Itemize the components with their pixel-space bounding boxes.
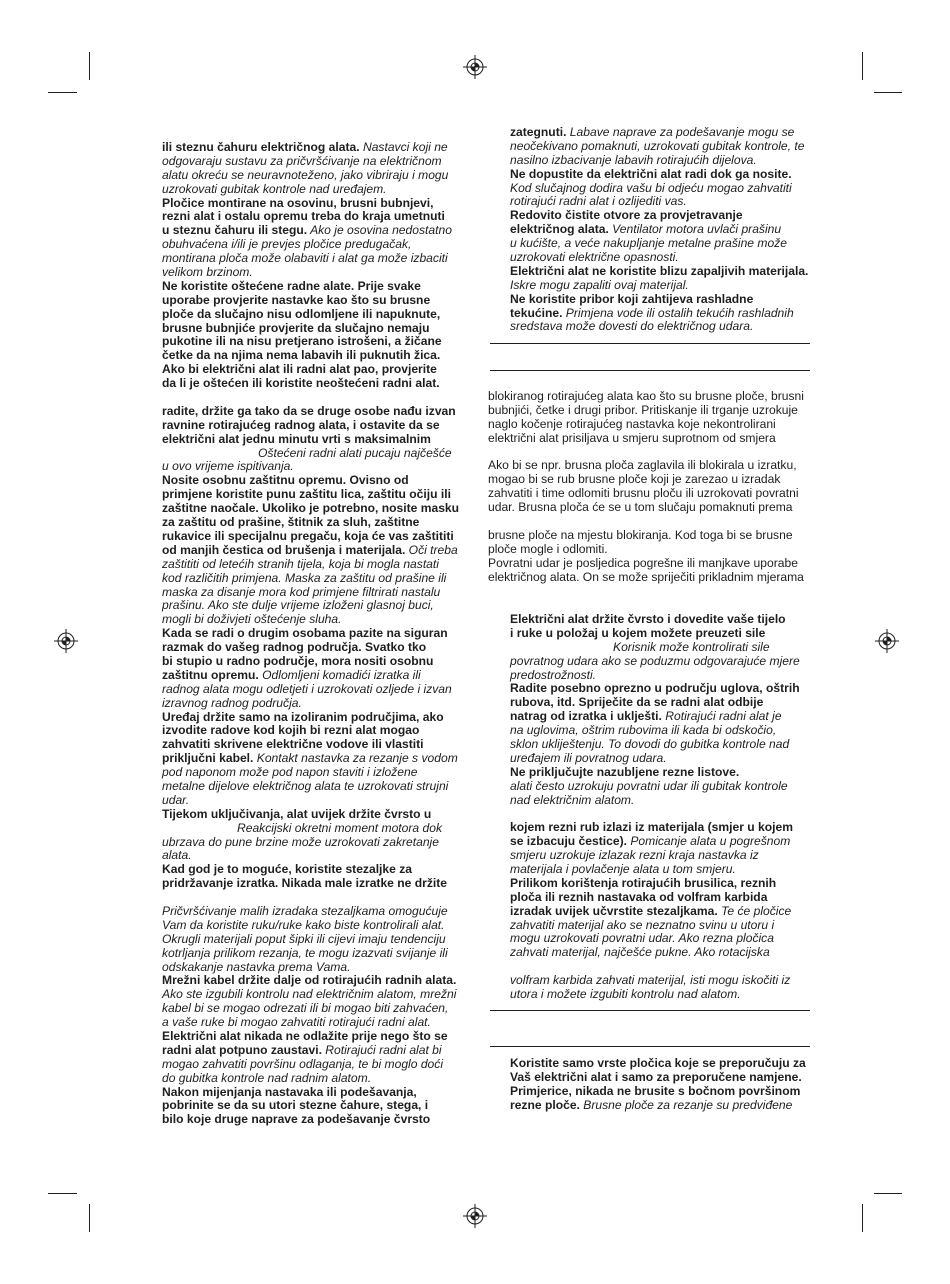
- blank-line: [162, 891, 459, 905]
- text-line: [488, 432, 804, 446]
- italic-text: rotirajući radni alat i ozlijediti vas.: [510, 194, 687, 209]
- text-line: [162, 794, 459, 808]
- section-divider: [490, 1046, 810, 1047]
- text-line: [488, 473, 804, 487]
- text-line: [162, 1044, 459, 1058]
- italic-text: nad električnim alatom.: [510, 792, 635, 807]
- text-line: [162, 572, 459, 586]
- text-line: [162, 683, 459, 697]
- registration-mark: [54, 629, 78, 653]
- italic-text: materijala i povlačenje alata u tom smjeru.: [510, 862, 736, 877]
- italic-text: odgovaraju sustavu za pričvršćivanje na električnom: [162, 153, 442, 168]
- bold-text: električnog alata.: [510, 222, 609, 237]
- text-line: [510, 724, 800, 738]
- text-line: [510, 613, 800, 627]
- italic-text: velikom brzinom.: [162, 265, 253, 280]
- body-text: zahvatiti i time odlomiti brusnu ploču ili uzrokovati povratni: [488, 486, 799, 501]
- bold-text: rubova, itd. Spriječite da se radni alat odbije: [510, 695, 764, 710]
- italic-text: povratnog udara ako se poduzmu odgovarajuće mjere: [510, 653, 800, 668]
- body-text: naglo kočenje rotirajućeg nastavka koje nekontrolirani: [488, 416, 776, 431]
- italic-text: Nastavci koji ne: [359, 140, 448, 154]
- italic-text: u ovo vrijeme ispitivanja.: [162, 459, 294, 474]
- text-line: [510, 655, 800, 669]
- italic-text: Reakcijski okretni moment motora dok: [237, 820, 442, 835]
- text-line: [162, 599, 459, 613]
- italic-text: neočekivano pomaknuti, uzrokovati gubitak kontrole, te: [510, 138, 805, 153]
- text-line: [510, 209, 808, 223]
- text-line: [510, 891, 800, 905]
- text-line: [510, 265, 808, 279]
- text-line: [162, 1016, 459, 1030]
- text-line: [488, 418, 804, 432]
- text-line: [162, 266, 459, 280]
- bold-text: Primjerice, nikada ne brusite s bočnom površinom: [510, 1083, 801, 1098]
- bold-text: zaštitne naočale. Ukoliko je potrebno, nosite masku: [162, 501, 460, 516]
- bold-text: tekućine.: [510, 305, 563, 320]
- italic-text: Vam da koristite ruku/ruke kako biste kontrolirali alat.: [162, 917, 445, 932]
- bold-text: u steznu čahuru ili stegu.: [162, 223, 308, 238]
- italic-text: obuhvaćena i/ili je prevjes pločice predugačak,: [162, 237, 412, 252]
- text-line: [510, 293, 808, 307]
- bold-text: ravnine rotirajućeg radnog alata, i ostavite da se: [162, 417, 440, 432]
- text-line: [162, 155, 459, 169]
- text-line: [162, 947, 459, 961]
- text-line: [162, 766, 459, 780]
- bold-text: Ako bi električni alat ili radni alat pao, provjerite: [162, 362, 437, 377]
- text-line: [162, 141, 459, 155]
- text-line: [162, 363, 459, 377]
- text-line: [510, 154, 808, 168]
- text-line: [162, 627, 459, 641]
- bold-text: zaštitnu opremu.: [162, 667, 259, 682]
- text-line: [510, 1071, 806, 1085]
- text-line: [162, 863, 459, 877]
- text-line: [162, 474, 459, 488]
- bold-text: Redovito čistite otvore za provjetravanje: [510, 208, 743, 223]
- bold-text: uporabe provjerite nastavke kao što su brusne: [162, 292, 431, 307]
- bold-text: kojem rezni rub izlazi iz materijala (smjer u kojem: [510, 820, 793, 835]
- italic-text: metalne dijelove električnog alata te uzrokovati strujni: [162, 778, 449, 793]
- text-line: [162, 724, 459, 738]
- right-block-4: [510, 1057, 806, 1113]
- bold-text: Pločice montirane na osovinu, brusni bubnjevi,: [162, 195, 434, 210]
- text-line: [510, 195, 808, 209]
- text-line: [510, 140, 808, 154]
- text-line: [488, 501, 804, 515]
- italic-text: montirana ploča može olabaviti i alat ga može izbaciti: [162, 251, 448, 266]
- bold-text: rezni alat i ostalu opremu treba do kraja umetnuti: [162, 209, 445, 224]
- text-line: [162, 586, 459, 600]
- text-line: [510, 682, 800, 696]
- bold-text: pobrinite se da su utori stezne čahure, stega, i: [162, 1098, 429, 1113]
- blank-line: [510, 960, 800, 974]
- text-line: [162, 808, 459, 822]
- italic-text: Primjena vode ili ostalih tekućih rashladnih: [562, 305, 794, 320]
- italic-text: Pričvršćivanje malih izradaka stezaljkama omogućuje: [162, 903, 448, 918]
- text-line: [162, 641, 459, 655]
- bold-text: Električni alat nikada ne odlažite prije nego što se: [162, 1029, 448, 1043]
- italic-text: uzrokovati električne opasnosti.: [510, 250, 679, 265]
- bold-text: natrag od izratka i uklješti.: [510, 709, 662, 724]
- text-line: [510, 849, 800, 863]
- text-line: [162, 433, 459, 447]
- italic-text: Oštećeni radni alati pucaju najčešće: [258, 445, 452, 460]
- italic-text: Kod slučajnog dodira vašu bi odjeću mogao zahvatiti: [510, 180, 792, 195]
- registration-mark: [463, 55, 487, 79]
- bold-text: primjene koristite punu zaštitu lica, zaštitu očiju ili: [162, 487, 451, 502]
- italic-text: Brusne ploče za rezanje su predviđene: [579, 1097, 793, 1112]
- italic-text: maska za disanje mora kod primjene filtrirati nastalu: [162, 584, 441, 599]
- text-line: [488, 543, 804, 557]
- italic-text: kotrljanja prilikom rezanja, te mogu izazvati svijanje ili: [162, 945, 448, 960]
- text-line: [488, 557, 804, 571]
- bold-text: Ne koristite oštećene radne alate. Prije svake: [162, 278, 421, 293]
- bold-text: izvodite radove kod kojih bi rezni alat mogao: [162, 723, 420, 738]
- bold-text: Koristite samo vrste pločica koje se preporučuju za: [510, 1056, 806, 1070]
- italic-text: kabel bi se mogao odrezati ili bi mogao biti zahvaćen,: [162, 1001, 449, 1016]
- text-line: [162, 1086, 459, 1100]
- italic-text: prašinu. Ako ste dulje vrijeme izloženi glasnoj buci,: [162, 598, 434, 613]
- text-line: [510, 752, 800, 766]
- italic-text: udar.: [162, 792, 190, 807]
- body-text: ploče mogle i odlomiti.: [488, 541, 608, 556]
- text-line: [162, 544, 459, 558]
- bold-text: Električni alat držite čvrsto i dovedite vaše tijelo: [510, 612, 786, 626]
- text-line: [510, 641, 800, 655]
- italic-text: Okrugli materijali poput šipki ili cijevi imaju tendenciju: [162, 931, 446, 946]
- text-line: [510, 279, 808, 293]
- text-line: [162, 377, 459, 391]
- text-line: [162, 905, 459, 919]
- bold-text: Kad god je to moguće, koristite stezaljke za: [162, 862, 413, 877]
- text-line: [162, 502, 459, 516]
- text-line: [162, 1072, 459, 1086]
- body-text: brusne ploče na mjestu blokiranja. Kod toga bi se brusne: [488, 527, 793, 542]
- text-line: [162, 877, 459, 891]
- italic-text: do gubitka kontrole nad radnim alatom.: [162, 1070, 372, 1085]
- body-text: udar. Brusna ploča će se u tom slučaju pomaknuti prema: [488, 500, 793, 515]
- bold-text: rezne ploče.: [510, 1097, 580, 1112]
- bold-text: radni alat potpuno zaustavi.: [162, 1042, 322, 1057]
- italic-text: odskakanje nastavka prema Vama.: [162, 959, 351, 974]
- bold-text: izradak uvijek učvrstite stezaljkama.: [510, 903, 718, 918]
- bold-text: Ne priključujte nazubljene rezne listove.: [510, 764, 740, 779]
- italic-text: volfram karbida zahvati materijal, isti mogu iskočiti iz: [510, 973, 791, 988]
- bold-text: Tijekom uključivanja, alat uvijek držite čvrsto u: [162, 806, 432, 821]
- text-line: [162, 1058, 459, 1072]
- right-block-1: [510, 126, 808, 334]
- italic-text: Rotirajući radni alat je: [661, 709, 782, 724]
- text-line: [162, 349, 459, 363]
- italic-text: zaštititi od letećih stranih tijela, koja bi mogla nastati: [162, 556, 439, 571]
- italic-text: Pomicanje alata u pogrešnom: [626, 834, 791, 849]
- bold-text: zategnuti.: [510, 125, 567, 139]
- text-line: [510, 835, 800, 849]
- bold-text: ili steznu čahuru električnog alata.: [162, 140, 360, 154]
- text-line: [162, 1030, 459, 1044]
- right-block-2: [488, 390, 804, 584]
- bold-text: Ne dopustite da električni alat radi dok ga nosite.: [510, 166, 792, 181]
- section-divider: [490, 343, 810, 344]
- italic-text: mogu uzrokovati povratni udar. Ako rezna pločica: [510, 931, 774, 946]
- text-line: [510, 168, 808, 182]
- text-line: [488, 571, 804, 585]
- italic-text: Korisnik može kontrolirati sile: [613, 639, 770, 654]
- text-line: [162, 530, 459, 544]
- bold-text: za zaštitu od prašine, štitnik za sluh, zaštitne: [162, 515, 420, 530]
- body-text: električnog alata. On se može spriječiti prikladnim mjerama: [488, 569, 804, 584]
- text-line: [162, 516, 459, 530]
- text-line: [162, 961, 459, 975]
- bold-text: Nosite osobnu zaštitnu opremu. Ovisno od: [162, 473, 409, 488]
- text-line: [162, 738, 459, 752]
- text-line: [162, 669, 459, 683]
- text-line: [162, 974, 459, 988]
- text-line: [162, 183, 459, 197]
- italic-text: sklon ukliještenju. To dovodi do gubitka kontrole nad: [510, 737, 790, 752]
- italic-text: Odlomljeni komadići izratka ili: [258, 667, 421, 682]
- blank-line: [488, 515, 804, 529]
- italic-text: predostrožnosti.: [510, 667, 597, 682]
- body-text: električni alat prisiljava u smjeru suprotnom od smjera: [488, 430, 776, 445]
- bold-text: Ne koristite pribor koji zahtijeva rashladne: [510, 291, 754, 306]
- text-line: [162, 335, 459, 349]
- text-line: [488, 487, 804, 501]
- text-line: [162, 933, 459, 947]
- text-line: [162, 419, 459, 433]
- bold-text: da li je oštećen ili koristite neoštećeni radni alat.: [162, 376, 440, 391]
- bold-text: četke da na njima nema labavih ili puknutih žica.: [162, 348, 441, 363]
- body-text: mogao bi se rub brusne ploče koji je zarezao u izradak: [488, 472, 781, 487]
- text-line: [162, 988, 459, 1002]
- bold-text: ploče da slučajno nisu odlomljene ili napuknute,: [162, 306, 441, 321]
- blank-line: [488, 446, 804, 460]
- text-line: [510, 307, 808, 321]
- text-line: [510, 223, 808, 237]
- italic-text: alatu okreću se neuravnoteženo, jako vibriraju i mogu: [162, 167, 449, 182]
- italic-text: Labave naprave za podešavanje mogu se: [566, 125, 795, 139]
- bold-text: brusne bubnjiće provjerite da slučajno nemaju: [162, 320, 430, 335]
- italic-text: Ventilator motora uvlači prašinu: [608, 222, 782, 237]
- bold-text: Uređaj držite samo na izoliranim područjima, ako: [162, 709, 444, 724]
- italic-text: zahvati materijal, najčešće pukne. Ako rotacijska: [510, 945, 770, 960]
- text-line: [510, 182, 808, 196]
- text-line: [162, 1002, 459, 1016]
- italic-text: alati često uzrokuju povratni udar ili gubitak kontrole: [510, 778, 788, 793]
- text-line: [162, 488, 459, 502]
- text-line: [162, 322, 459, 336]
- registration-mark: [875, 629, 899, 653]
- text-line: [162, 1113, 459, 1127]
- text-line: [510, 237, 808, 251]
- text-line: [510, 974, 800, 988]
- bold-text: Vaš električni alat i samo za preporučene namjene.: [510, 1069, 802, 1084]
- section-divider: [490, 1010, 810, 1011]
- text-line: [162, 169, 459, 183]
- text-line: [510, 126, 808, 140]
- text-line: [510, 696, 800, 710]
- bold-text: se izbacuju čestice).: [510, 834, 627, 849]
- text-line: [510, 946, 800, 960]
- text-line: [510, 738, 800, 752]
- italic-text: sredstava može dovesti do električnog udara.: [510, 319, 754, 334]
- italic-text: na uglovima, oštrim rubovima ili kada bi odskočio,: [510, 723, 777, 738]
- italic-text: Te će pločice: [717, 903, 792, 918]
- text-line: [162, 197, 459, 211]
- italic-text: alata.: [162, 848, 192, 863]
- text-line: [488, 529, 804, 543]
- bold-text: Električni alat ne koristite blizu zapaljivih materijala.: [510, 263, 809, 278]
- text-line: [510, 863, 800, 877]
- italic-text: Ako ste izgubili kontrolu nad električnim alatom, mrežni: [162, 987, 457, 1002]
- text-line: [510, 766, 800, 780]
- text-line: [162, 655, 459, 669]
- italic-text: smjeru uzrokuje izlazak rezni kraja nastavka iz: [510, 848, 759, 863]
- text-line: [510, 1099, 806, 1113]
- italic-text: Ako je osovina nedostatno: [307, 223, 452, 238]
- text-line: [162, 1099, 459, 1113]
- italic-text: uređajem ili povratnog udara.: [510, 750, 667, 765]
- italic-text: Kontakt nastavka za rezanje s vodom: [253, 751, 458, 766]
- italic-text: nasilno izbacivanje labavih rotirajućih dijelova.: [510, 152, 757, 167]
- italic-text: Rotirajući radni alat bi: [321, 1042, 442, 1057]
- bold-text: bi stupio u radno područje, mora nositi osobnu: [162, 653, 434, 668]
- text-line: [162, 238, 459, 252]
- bold-text: priključni kabel.: [162, 751, 254, 766]
- registration-mark: [463, 1204, 487, 1228]
- italic-text: mogli bi doživjeti oštećenje sluha.: [162, 612, 342, 627]
- text-line: [510, 988, 800, 1002]
- bold-text: ploča ili reznih nastavaka od volfram karbida: [510, 889, 768, 904]
- blank-line: [510, 807, 800, 821]
- italic-text: a vaše ruke bi mogao zahvatiti rotirajući radni alat.: [162, 1015, 431, 1030]
- text-line: [510, 794, 800, 808]
- text-line: [510, 627, 800, 641]
- text-line: [510, 251, 808, 265]
- text-line: [510, 905, 800, 919]
- text-line: [510, 877, 800, 891]
- bold-text: Prilikom korištenja rotirajućih brusilica, reznih: [510, 875, 777, 890]
- bold-text: električni alat jednu minutu vrti s maksimalnim: [162, 431, 431, 446]
- text-line: [162, 460, 459, 474]
- bold-text: bilo koje druge naprave za podešavanje čvrsto: [162, 1112, 431, 1127]
- text-line: [510, 1085, 806, 1099]
- italic-text: Iskre mogu zapaliti ovaj materijal.: [510, 277, 689, 292]
- text-line: [162, 836, 459, 850]
- text-line: [162, 711, 459, 725]
- bold-text: pridržavanje izratka. Nikada male izratke ne držite: [162, 876, 447, 891]
- bold-text: i ruke u položaj u kojem možete preuzeti sile: [510, 625, 766, 640]
- italic-text: radnog alata mogu odletjeti i uzrokovati ozljede i izvan: [162, 681, 452, 696]
- bold-text: Radite posebno oprezno u području uglova, oštrih: [510, 681, 800, 696]
- bold-text: razmak do vašeg radnog područja. Svatko tko: [162, 640, 427, 655]
- text-line: [510, 919, 800, 933]
- left-column: [162, 141, 459, 1127]
- body-text: Ako bi se npr. brusna ploča zaglavila ili blokirala u izratku,: [488, 458, 797, 473]
- section-divider: [490, 370, 810, 371]
- body-text: bubnjići, četke i drugi pribor. Pritiskanje ili trganje uzrokuje: [488, 402, 798, 417]
- text-line: [162, 780, 459, 794]
- body-text: blokiranog rotirajućeg alata kao što su brusne ploče, brusni: [488, 389, 804, 403]
- text-line: [510, 932, 800, 946]
- italic-text: Oči treba: [405, 542, 458, 557]
- bold-text: pukotine ili na nisu pretjerano istrošeni, a žičane: [162, 334, 442, 349]
- text-line: [510, 710, 800, 724]
- italic-text: izravnog radnog područja.: [162, 695, 302, 710]
- text-line: [162, 752, 459, 766]
- italic-text: u kućište, a veće nakupljanje metalne prašine može: [510, 236, 787, 251]
- text-line: [162, 294, 459, 308]
- bold-text: od manjih čestica od brušenja i materijala.: [162, 542, 406, 557]
- text-line: [488, 390, 804, 404]
- bold-text: radite, držite ga tako da se druge osobe nađu izvan: [162, 403, 456, 418]
- text-line: [162, 849, 459, 863]
- italic-text: ubrzava do pune brzine može uzrokovati zakretanje: [162, 834, 439, 849]
- italic-text: utora i možete izgubiti kontrolu nad alatom.: [510, 987, 741, 1002]
- text-line: [510, 821, 800, 835]
- blank-line: [162, 391, 459, 405]
- text-line: [162, 308, 459, 322]
- text-line: [162, 405, 459, 419]
- bold-text: Mrežni kabel držite dalje od rotirajućih radnih alata.: [162, 973, 457, 988]
- text-line: [510, 320, 808, 334]
- text-line: [162, 224, 459, 238]
- text-line: [510, 1057, 806, 1071]
- text-line: [162, 919, 459, 933]
- bold-text: zahvatiti skrivene električne vodove ili vlastiti: [162, 737, 424, 752]
- bold-text: Kada se radi o drugim osobama pazite na siguran: [162, 626, 448, 641]
- body-text: Povratni udar je posljedica pogrešne ili manjkave uporabe: [488, 555, 798, 570]
- italic-text: mogao zahvatiti površinu odlaganja, te bi moglo doći: [162, 1056, 444, 1071]
- text-line: [488, 404, 804, 418]
- text-line: [162, 447, 459, 461]
- text-line: [162, 280, 459, 294]
- text-line: [162, 697, 459, 711]
- text-line: [162, 210, 459, 224]
- text-line: [162, 822, 459, 836]
- text-line: [510, 669, 800, 683]
- italic-text: kod različitih primjena. Maska za zaštitu od prašine ili: [162, 570, 447, 585]
- text-line: [162, 613, 459, 627]
- italic-text: zahvatiti materijal ako se neznatno svinu u utoru i: [510, 917, 775, 932]
- text-line: [488, 459, 804, 473]
- bold-text: rukavice ili specijalnu pregaču, koja će vas zaštititi: [162, 528, 454, 543]
- italic-text: uzrokovati gubitak kontrole nad uređajem.: [162, 181, 387, 196]
- italic-text: pod naponom može pod napon staviti i izložene: [162, 765, 418, 780]
- bold-text: Nakon mijenjanja nastavaka ili podešavanja,: [162, 1084, 417, 1099]
- text-line: [510, 780, 800, 794]
- text-line: [162, 252, 459, 266]
- right-block-3: [510, 613, 800, 1002]
- text-line: [162, 558, 459, 572]
